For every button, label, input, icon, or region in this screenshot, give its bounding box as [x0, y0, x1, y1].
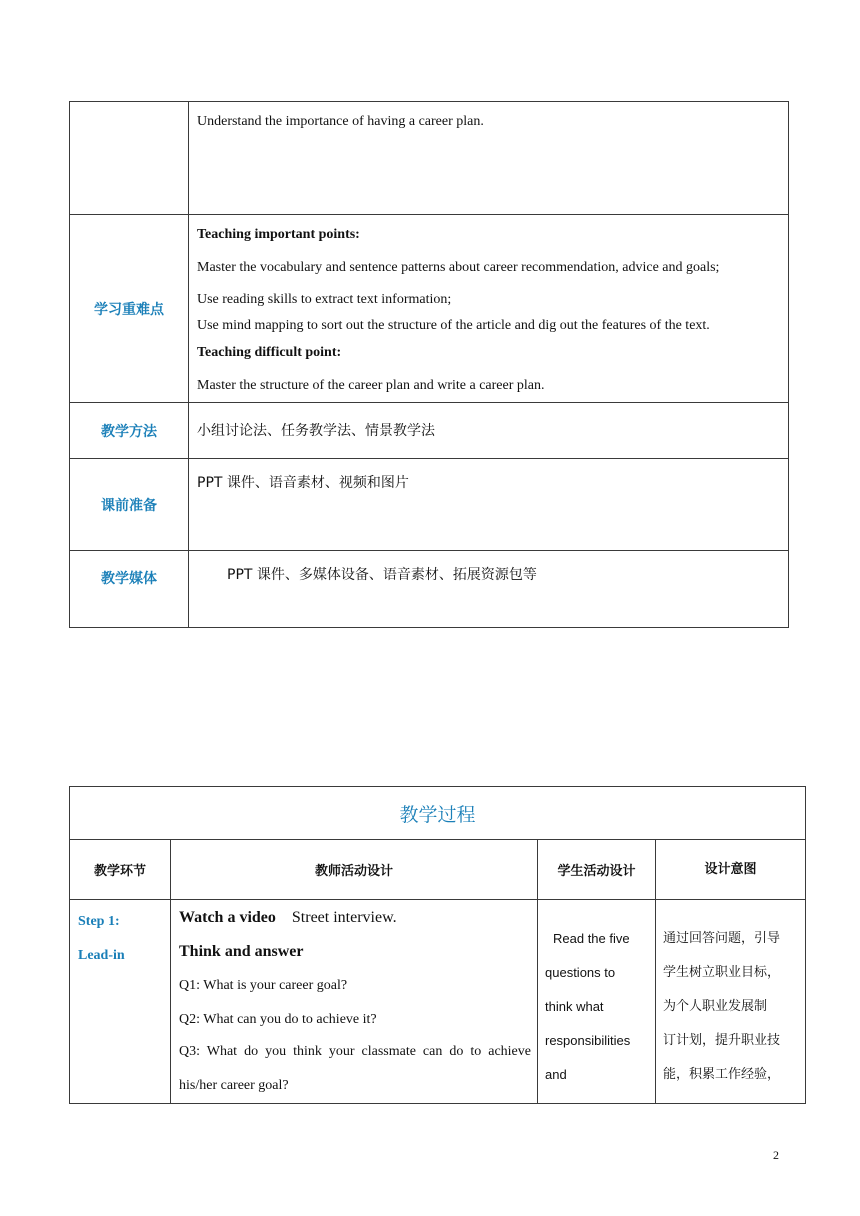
page-number: 2: [773, 1148, 779, 1162]
intent-line-4: 订计划，提升职业技: [663, 1033, 781, 1048]
question-1: Q1: What is your career goal?: [179, 978, 348, 993]
preparation-row: [70, 459, 789, 551]
important-point-1: Master the vocabulary and sentence patterns about career recommendation, advice and goals;: [197, 260, 720, 275]
media-row: [70, 551, 789, 628]
student-line-2: questions to: [545, 965, 616, 980]
lesson-info-table: [69, 101, 789, 628]
intent-line-2: 学生树立职业目标，: [663, 965, 781, 980]
important-point-2: Use reading skills to extract text information;: [197, 292, 452, 307]
process-title-row: [70, 787, 806, 840]
methods-text: 小组讨论法、任务教学法、情景教学法: [197, 423, 435, 439]
methods-cell: [189, 403, 789, 459]
student-activity-cell: [538, 900, 656, 1104]
media-cell: [189, 551, 789, 628]
intent-line-1: 通过回答问题，引导: [663, 931, 781, 946]
important-points-heading: Teaching important points:: [197, 227, 360, 242]
header-teacher-activity: 教师活动设计: [171, 840, 538, 900]
key-points-label: 学习重难点: [70, 215, 189, 403]
intent-line-5: 能，积累工作经验，: [663, 1067, 781, 1082]
watch-video-topic: Street interview.: [291, 909, 397, 926]
watch-video-label: Watch a video: [179, 909, 276, 926]
objective-text: Understand the importance of having a career plan.: [197, 114, 484, 129]
intent-line-3: 为个人职业发展制: [663, 999, 768, 1014]
header-design-intent: 设计意图: [656, 840, 806, 900]
objective-row: [70, 102, 789, 215]
methods-label: 教学方法: [70, 403, 189, 459]
methods-row: [70, 403, 789, 459]
student-line-4: responsibilities: [545, 1033, 631, 1048]
question-2: Q2: What can you do to achieve it?: [179, 1012, 377, 1027]
preparation-label: 课前准备: [70, 459, 189, 551]
step-cell: [70, 900, 171, 1104]
teaching-process-table: [69, 786, 806, 1104]
header-student-activity: 学生活动设计: [538, 840, 656, 900]
design-intent-cell: [656, 900, 806, 1104]
student-line-5: and: [545, 1067, 567, 1082]
process-header-row: [70, 840, 806, 900]
difficult-point-text: Master the structure of the career plan and write a career plan.: [197, 378, 545, 393]
step-name: Lead-in: [78, 948, 125, 963]
media-text: PPT 课件、多媒体设备、语音素材、拓展资源包等: [227, 567, 537, 583]
watch-line: [179, 908, 531, 928]
header-stage: 教学环节: [70, 840, 171, 900]
question-3: Q3: What do you think your classmate can do to achieve his/her career goal?: [179, 1044, 531, 1093]
student-line-3: think what: [545, 999, 604, 1014]
media-label: 教学媒体: [70, 551, 189, 628]
preparation-cell: [189, 459, 789, 551]
preparation-text: PPT 课件、语音素材、视频和图片: [197, 475, 409, 491]
step-number: Step 1:: [78, 914, 120, 929]
process-title: 教学过程: [70, 787, 806, 840]
key-points-cell: [189, 215, 789, 403]
objective-cell: [189, 102, 789, 215]
difficult-point-heading: Teaching difficult point:: [197, 345, 342, 360]
important-point-3: Use mind mapping to sort out the structure of the article and dig out the features of the text.: [197, 318, 710, 333]
empty-label-cell: [70, 102, 189, 215]
student-line-1: Read the five: [553, 931, 630, 946]
step1-row: [70, 900, 806, 1104]
think-answer-heading: Think and answer: [179, 943, 304, 960]
teacher-activity-cell: [171, 900, 538, 1104]
key-points-row: [70, 215, 789, 403]
